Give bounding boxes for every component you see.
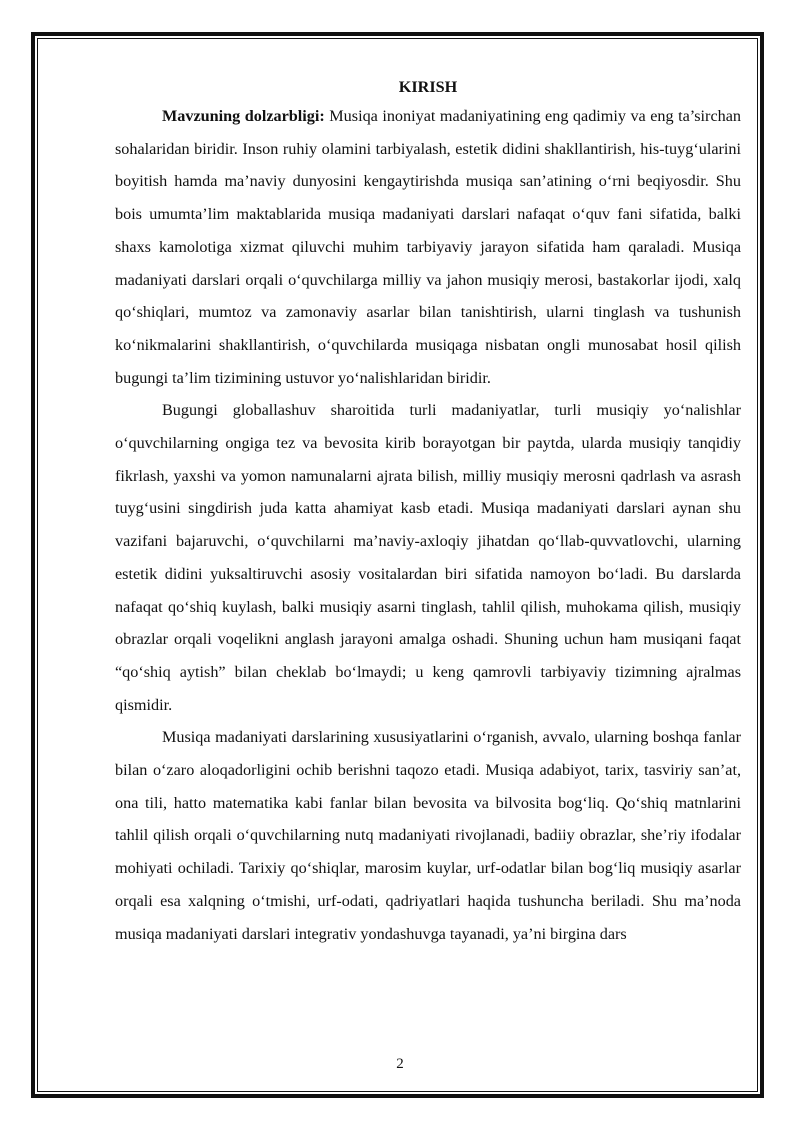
- paragraph-globalization: Bugungi globallashuv sharoitida turli madaniyatlar, turli musiqiy yo‘nalishlar o‘quvchilarning ongiga tez va bevosita kirib borayotgan bir paytda, ularda musiqiy tanqidiy fikrlash, yaxshi va yomon namunalarni ajrata bilish, milliy musiqiy merosni qadrlash va asrash tuyg‘usini singdirish juda katta ahamiyat kasb etadi. Musiqa madaniyati darslari aynan shu vazifani bajaruvchi, o‘quvchilarni ma’naviy-axloqiy jihatdan qo‘llab-quvvatlovchi, ularning estetik didini yuksaltiruvchi asosiy vositalardan biri sifatida namoyon bo‘ladi. Bu darslarda nafaqat qo‘shiq kuylash, balki musiqiy asarni tinglash, tahlil qilish, muhokama qilish, musiqiy obrazlar orqali voqelikni anglash jarayoni amalga oshadi. Shuning uchun ham musiqani faqat “qo‘shiq aytish” bilan cheklab bo‘lmaydi; u keng qamrovli tarbiyaviy tizimning ajralmas qismidir.: [115, 401, 741, 714]
- page-number: 2: [396, 1056, 404, 1072]
- document-body: [115, 74, 741, 950]
- paragraph-lead-heading: Mavzuning dolzarbligi:: [162, 107, 325, 125]
- paragraph-relevance: [115, 100, 741, 394]
- paragraph-lesson-features: Musiqa madaniyati darslarining xususiyatlarini o‘rganish, avvalo, ularning boshqa fanlar bilan o‘zaro aloqadorligini ochib berishni taqozo etadi. Musiqa adabiyot, tarix, tasviriy san’at, ona tili, hatto matematika kabi fanlar bilan bevosita va bilvosita bog‘liq. Qo‘shiq matnlarini tahlil qilish orqali o‘quvchilarning nutq madaniyati rivojlanadi, badiiy obrazlar, she’riy ifodalar mohiyati ochiladi. Tarixiy qo‘shiqlar, marosim kuylar, urf-odatlar bilan bog‘liq musiqiy asarlar orqali esa xalqning o‘tmishi, urf-odati, qadriyatlari haqida tushuncha beriladi. Shu ma’noda musiqa madaniyati darslari integrativ yondashuvga tayanadi, ya’ni birgina dars: [115, 728, 741, 943]
- paragraph-text: Musiqa inoniyat madaniyatining eng qadimiy va eng ta’sirchan sohalaridan biridir. Inson ruhiy olamini tarbiyalash, estetik didini shakllantirish, his-tuyg‘ularini boyitish hamda ma’naviy dunyosini kengaytirishda musiqa san’atining o‘rni beqiyosdir. Shu bois umumta’lim maktablarida musiqa madaniyati darslari nafaqat o‘quv fani sifatida, balki shaxs kamolotiga xizmat qiluvchi muhim tarbiyaviy jarayon sifatida ham qaraladi. Musiqa madaniyati darslari orqali o‘quvchilarga milliy va jahon musiqiy merosi, bastakorlar ijodi, xalq qo‘shiqlari, mumtoz va zamonaviy asarlar bilan tanishtirish, ularni tinglash va tushunish ko‘nikmalarini shakllantirish, o‘quvchilarda musiqaga nisbatan ongli munosabat hosil qilish bugungi ta’lim tizimining ustuvor yo‘nalishlaridan biridir.: [115, 107, 742, 387]
- page-title: KIRISH: [398, 78, 458, 96]
